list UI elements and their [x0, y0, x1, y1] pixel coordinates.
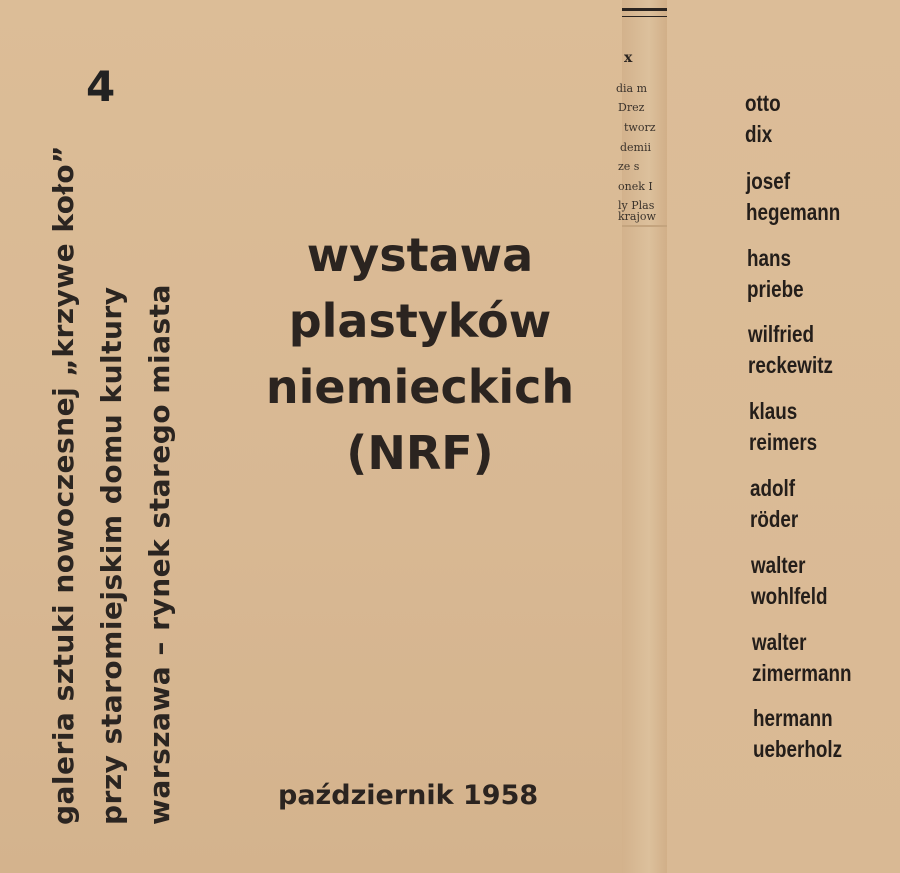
- artist-entry: [746, 166, 861, 228]
- artist-last-name: ueberholz: [753, 736, 843, 762]
- artist-entry: [753, 703, 862, 765]
- artist-first-name: adolf: [750, 475, 796, 501]
- title-line: plastyków: [288, 294, 552, 348]
- fold-line: [622, 225, 667, 227]
- rule-line: [622, 16, 667, 17]
- gallery-name: galeria sztuki nowoczesnej „krzywe koło”: [47, 144, 80, 825]
- artist-entry: [751, 550, 844, 612]
- title-line: wystawa: [306, 228, 534, 282]
- artist-first-name: hans: [747, 245, 792, 271]
- text-fragment: dia m: [616, 82, 648, 95]
- artist-last-name: wohlfeld: [751, 583, 828, 609]
- artist-last-name: reckewitz: [748, 352, 833, 378]
- catalog-number: 4: [86, 62, 116, 111]
- gallery-info: [40, 144, 260, 825]
- text-fragment: krajow: [618, 210, 656, 223]
- rule-line: [622, 8, 667, 11]
- artist-last-name: zimermann: [752, 660, 852, 686]
- artist-first-name: walter: [751, 552, 806, 578]
- artist-list: [667, 0, 900, 873]
- text-fragment: demii: [620, 141, 652, 154]
- text-fragment: Drez: [618, 101, 645, 114]
- artist-last-name: reimers: [749, 429, 818, 455]
- artist-entry: [749, 396, 832, 458]
- gallery-location: przy staromiejskim domu kultury: [95, 286, 128, 825]
- artist-first-name: klaus: [749, 398, 798, 424]
- artist-entry: [745, 88, 788, 150]
- artist-last-name: dix: [745, 121, 773, 147]
- strip-header: x: [624, 50, 633, 66]
- text-fragment: ze s: [618, 160, 640, 173]
- text-fragment: tworz: [624, 121, 656, 134]
- exhibition-title: [250, 222, 590, 486]
- artist-first-name: wilfried: [748, 321, 815, 347]
- title-line: niemieckich: [265, 360, 575, 414]
- artist-entry: [752, 627, 873, 689]
- artist-entry: [750, 473, 809, 535]
- artist-first-name: josef: [746, 168, 791, 194]
- artist-entry: [748, 319, 852, 381]
- text-fragment: ly Plas: [618, 199, 655, 212]
- artist-last-name: priebe: [747, 276, 804, 302]
- text-fragment: onek I: [618, 180, 653, 193]
- artist-first-name: hermann: [753, 705, 833, 731]
- exhibition-date: październik 1958: [278, 780, 539, 811]
- artist-entry: [747, 243, 816, 305]
- artist-last-name: röder: [750, 506, 799, 532]
- artist-first-name: walter: [752, 629, 807, 655]
- artist-first-name: otto: [745, 90, 781, 116]
- inner-page-strip: [616, 0, 668, 873]
- title-line: (NRF): [346, 426, 494, 480]
- artist-last-name: hegemann: [746, 199, 841, 225]
- gallery-address: warszawa – rynek starego miasta: [143, 284, 176, 825]
